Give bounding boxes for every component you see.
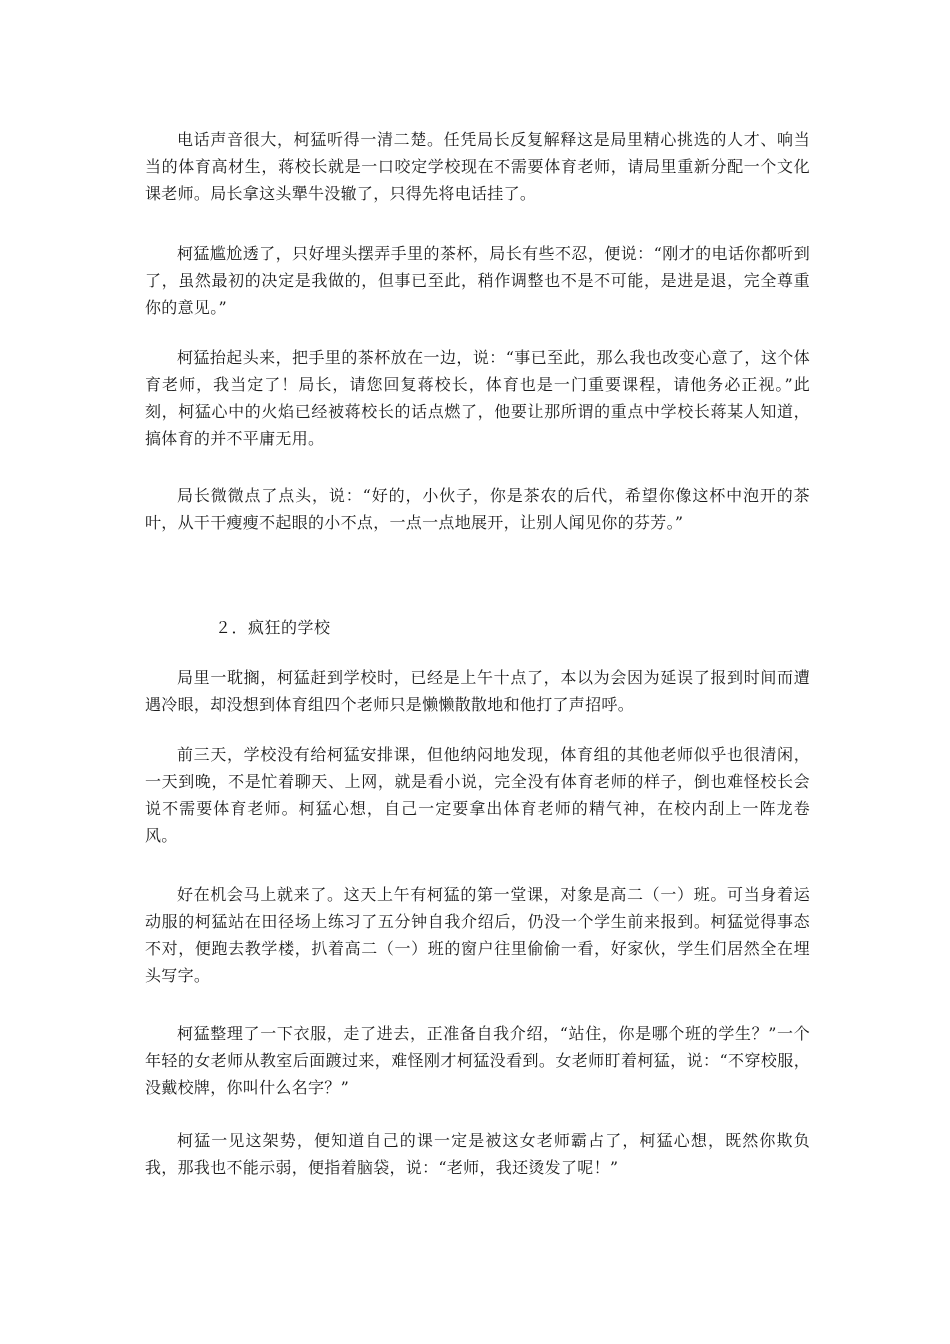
- paragraph-awkward: 柯猛尴尬透了，只好埋头摆弄手里的茶杯，局长有些不忍，便说：“刚才的电话你都听到了，虽然最初的决定是我做的，但事已至此，稍作调整也不是不可能，是进是退，完全尊重你的意见。”: [145, 244, 810, 317]
- paragraph-phone-call: 电话声音很大，柯猛听得一清二楚。任凭局长反复解释这是局里精心挑选的人才、响当当的体育高材生，蒋校长就是一口咬定学校现在不需要体育老师，请局里重新分配一个文化课老师。局长拿这头犟牛没辙了，只得先将电话挂了。: [145, 130, 810, 203]
- paragraph-response: 柯猛一见这架势，便知道自己的课一定是被这女老师霸占了，柯猛心想，既然你欺负我，那我也不能示弱，便指着脑袋，说：“老师，我还烫发了呢！”: [145, 1131, 810, 1177]
- section-heading: ２．疯狂的学校: [215, 618, 331, 637]
- paragraph-female-teacher: 柯猛整理了一下衣服，走了进去，正准备自我介绍，“站住，你是哪个班的学生？”一个年轻的女老师从教室后面踱过来，难怪刚才柯猛没看到。女老师盯着柯猛，说：“不穿校服，没戴校牌，你叫什么名字？”: [145, 1024, 810, 1097]
- paragraph-first-class: 好在机会马上就来了。这天上午有柯猛的第一堂课，对象是高二（一）班。可当身着运动服的柯猛站在田径场上练习了五分钟自我介绍后，仍没一个学生前来报到。柯猛觉得事态不对，便跑去教学楼，扒着高二（一）班的窗户往里偷偷一看，好家伙，学生们居然全在埋头写字。: [145, 885, 810, 985]
- paragraph-arrival: 局里一耽搁，柯猛赶到学校时，已经是上午十点了，本以为会因为延误了报到时间而遭遇冷眼，却没想到体育组四个老师只是懒懒散散地和他打了声招呼。: [145, 668, 810, 714]
- paragraph-decision: 柯猛抬起头来，把手里的茶杯放在一边，说：“事已至此，那么我也改变心意了，这个体育老师，我当定了！局长，请您回复蒋校长，体育也是一门重要课程，请他务必正视。”此刻，柯猛心中的火焰已经被蒋校长的话点燃了，他要让那所谓的重点中学校长蒋某人知道，搞体育的并不平庸无用。: [145, 348, 810, 448]
- paragraph-first-days: 前三天，学校没有给柯猛安排课，但他纳闷地发现，体育组的其他老师似乎也很清闲，一天到晚，不是忙着聊天、上网，就是看小说，完全没有体育老师的样子，倒也难怪校长会说不需要体育老师。柯猛心想，自己一定要拿出体育老师的精气神，在校内刮上一阵龙卷风。: [145, 745, 810, 845]
- paragraph-tea: 局长微微点了点头，说：“好的，小伙子，你是茶农的后代，希望你像这杯中泡开的茶叶，从干干瘦瘦不起眼的小不点，一点一点地展开，让别人闻见你的芬芳。”: [145, 486, 810, 532]
